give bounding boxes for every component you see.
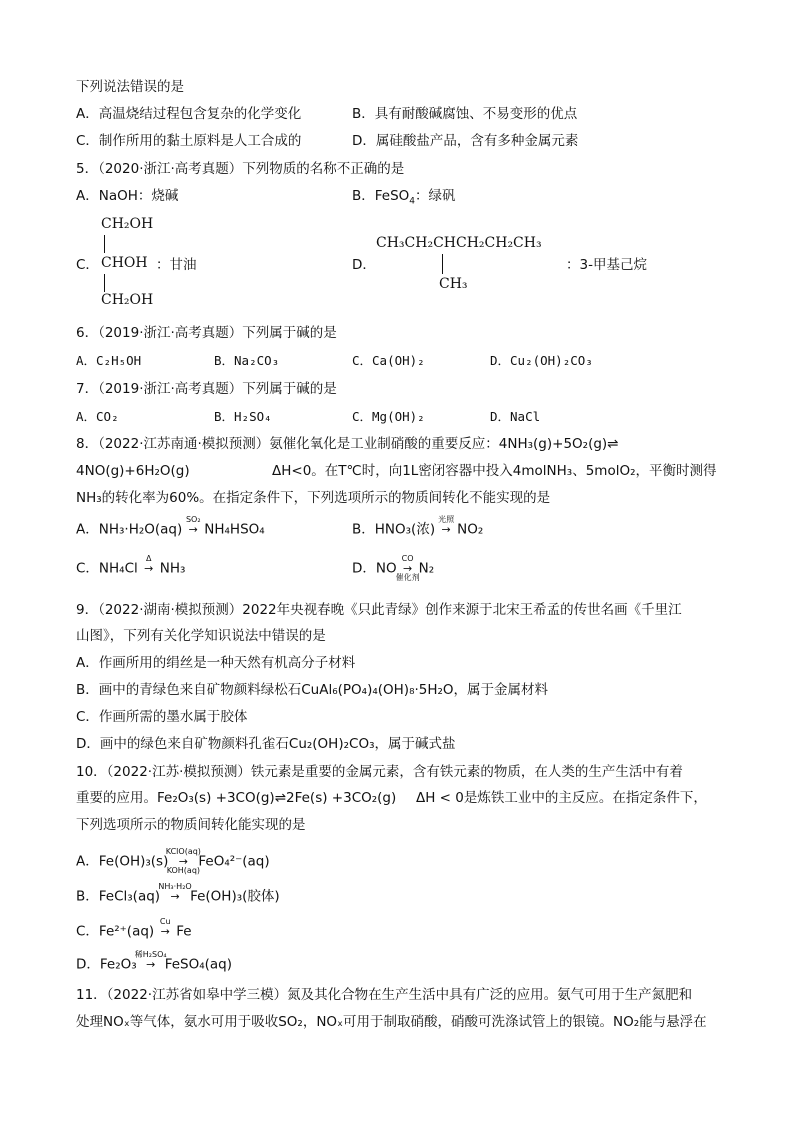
q8-line-3: NH₃的转化率为60%。在指定条件下，下列选项所示的物质间转化不能实现的是 [76, 490, 551, 506]
q6-option-b: B．Na₂CO₃ [214, 353, 280, 368]
q8-line-2b: ΔH<0。在T℃时，向1L密闭容器中投入4molNH₃、5molO₂，平衡时测得 [272, 463, 717, 479]
q5-option-c-name: ：甘油 [156, 257, 197, 273]
q10-line-2b: ΔH < 0是炼铁工业中的主反应。在指定条件下， [416, 790, 707, 806]
q10-option-d: D．Fe₂O₃ 稀H₂SO₄ → FeSO₄(aq) [76, 950, 233, 973]
q8-option-b: B．HNO₃(浓) 光照 → NO₂ [352, 515, 484, 538]
q4-option-d: D．属硅酸盐产品，含有多种金属元素 [352, 133, 579, 149]
q8-option-a: A．NH₃·H₂O(aq) SO₂ → NH₄HSO₄ [76, 515, 265, 538]
q5-option-c-label: C． [76, 257, 99, 273]
q5-option-a: A．NaOH：烧碱 [76, 188, 179, 204]
q7-option-b: B．H₂SO₄ [214, 409, 272, 424]
q5-option-d-label: D． [352, 257, 376, 273]
glycerol-mid: CHOH [101, 255, 148, 271]
q8-line-2a: 4NO(g)+6H₂O(g) [76, 463, 190, 479]
q8-option-c: C．NH₄Cl Δ → NH₃ [76, 554, 186, 577]
q7-stem: 7．（2019·浙江·高考真题）下列属于碱的是 [76, 381, 337, 397]
q4-option-c: C．制作所用的黏土原料是人工合成的 [76, 133, 302, 149]
q10-option-a: A．Fe(OH)₃(s) KClO(aq) → KOH(aq) FeO₄²⁻(aq) [76, 847, 270, 875]
glycerol-bond-2 [104, 274, 105, 292]
q5-option-b: B．FeSO$_4$：绿矾 [352, 188, 456, 207]
q10-line-2a: 重要的应用。Fe₂O₃(s) +3CO(g)⇌2Fe(s) +3CO₂(g) [76, 790, 397, 806]
q5-stem: 5．（2020·浙江·高考真题）下列物质的名称不正确的是 [76, 161, 405, 177]
glycerol-bot: CH₂OH [101, 292, 154, 308]
q9-option-b: B．画中的青绿色来自矿物颜料绿松石CuAl₆(PO₄)₄(OH)₈·5H₂O，属于金属材料 [76, 682, 549, 698]
q9-option-a: A．作画所用的绢丝是一种天然有机高分子材料 [76, 655, 356, 671]
q11-line-1: 11．（2022·江苏省如皋中学三模）氮及其化合物在生产生活中具有广泛的应用。氨气可用于生产氮肥和 [76, 987, 693, 1003]
q6-option-d: D．Cu₂(OH)₂CO₃ [490, 353, 593, 368]
q10-line-1: 10．（2022·江苏·模拟预测）铁元素是重要的金属元素，含有铁元素的物质，在人类的生产生活中有着 [76, 764, 683, 780]
q10-option-c: C．Fe²⁺(aq) Cu → Fe [76, 917, 192, 940]
q11-line-2: 处理NOₓ等气体，氨水可用于吸收SO₂，NOₓ可用于制取硝酸，硝酸可洗涤试管上的银镜。NO₂能与悬浮在 [76, 1014, 707, 1030]
q8-line-1: 8．（2022·江苏南通·模拟预测）氨催化氧化是工业制硝酸的重要反应：4NH₃(g)+5O₂(g)⇌ [76, 436, 619, 452]
q7-option-c: C．Mg(OH)₂ [352, 409, 425, 424]
q9-line-1: 9．（2022·湖南·模拟预测）2022年央视春晚《只此青绿》创作来源于北宋王希孟的传世名画《千里江 [76, 602, 682, 618]
methylhexane-branch: CH₃ [439, 276, 468, 292]
q10-line-3: 下列选项所示的物质间转化能实现的是 [76, 817, 306, 833]
glycerol-top: CH₂OH [101, 216, 154, 232]
q6-option-a: A．C₂H₅OH [76, 353, 142, 368]
q9-option-d: D．画中的绿色来自矿物颜料孔雀石Cu₂(OH)₂CO₃，属于碱式盐 [76, 736, 456, 752]
q4-stem: 下列说法错误的是 [76, 79, 184, 95]
q10-option-b: B．FeCl₃(aq) NH₃·H₂O → Fe(OH)₃(胶体) [76, 882, 280, 905]
q6-option-c: C．Ca(OH)₂ [352, 353, 425, 368]
q9-option-c: C．作画所需的墨水属于胶体 [76, 709, 248, 725]
methylhexane-main: CH₃CH₂CHCH₂CH₂CH₃ [376, 235, 542, 251]
q7-option-d: D．NaCl [490, 409, 541, 424]
q4-option-a: A．高温烧结过程包含复杂的化学变化 [76, 106, 302, 122]
q6-stem: 6．（2019·浙江·高考真题）下列属于碱的是 [76, 325, 337, 341]
q5-option-d-name: ：3-甲基己烷 [566, 257, 647, 273]
glycerol-bond-1 [104, 235, 105, 253]
q7-option-a: A．CO₂ [76, 409, 119, 424]
methylhexane-bond [442, 254, 443, 274]
q8-option-d: D．NO CO → 催化剂 N₂ [352, 554, 435, 582]
q4-option-b: B．具有耐酸碱腐蚀、不易变形的优点 [352, 106, 578, 122]
q9-line-2: 山图》，下列有关化学知识说法中错误的是 [76, 628, 326, 644]
